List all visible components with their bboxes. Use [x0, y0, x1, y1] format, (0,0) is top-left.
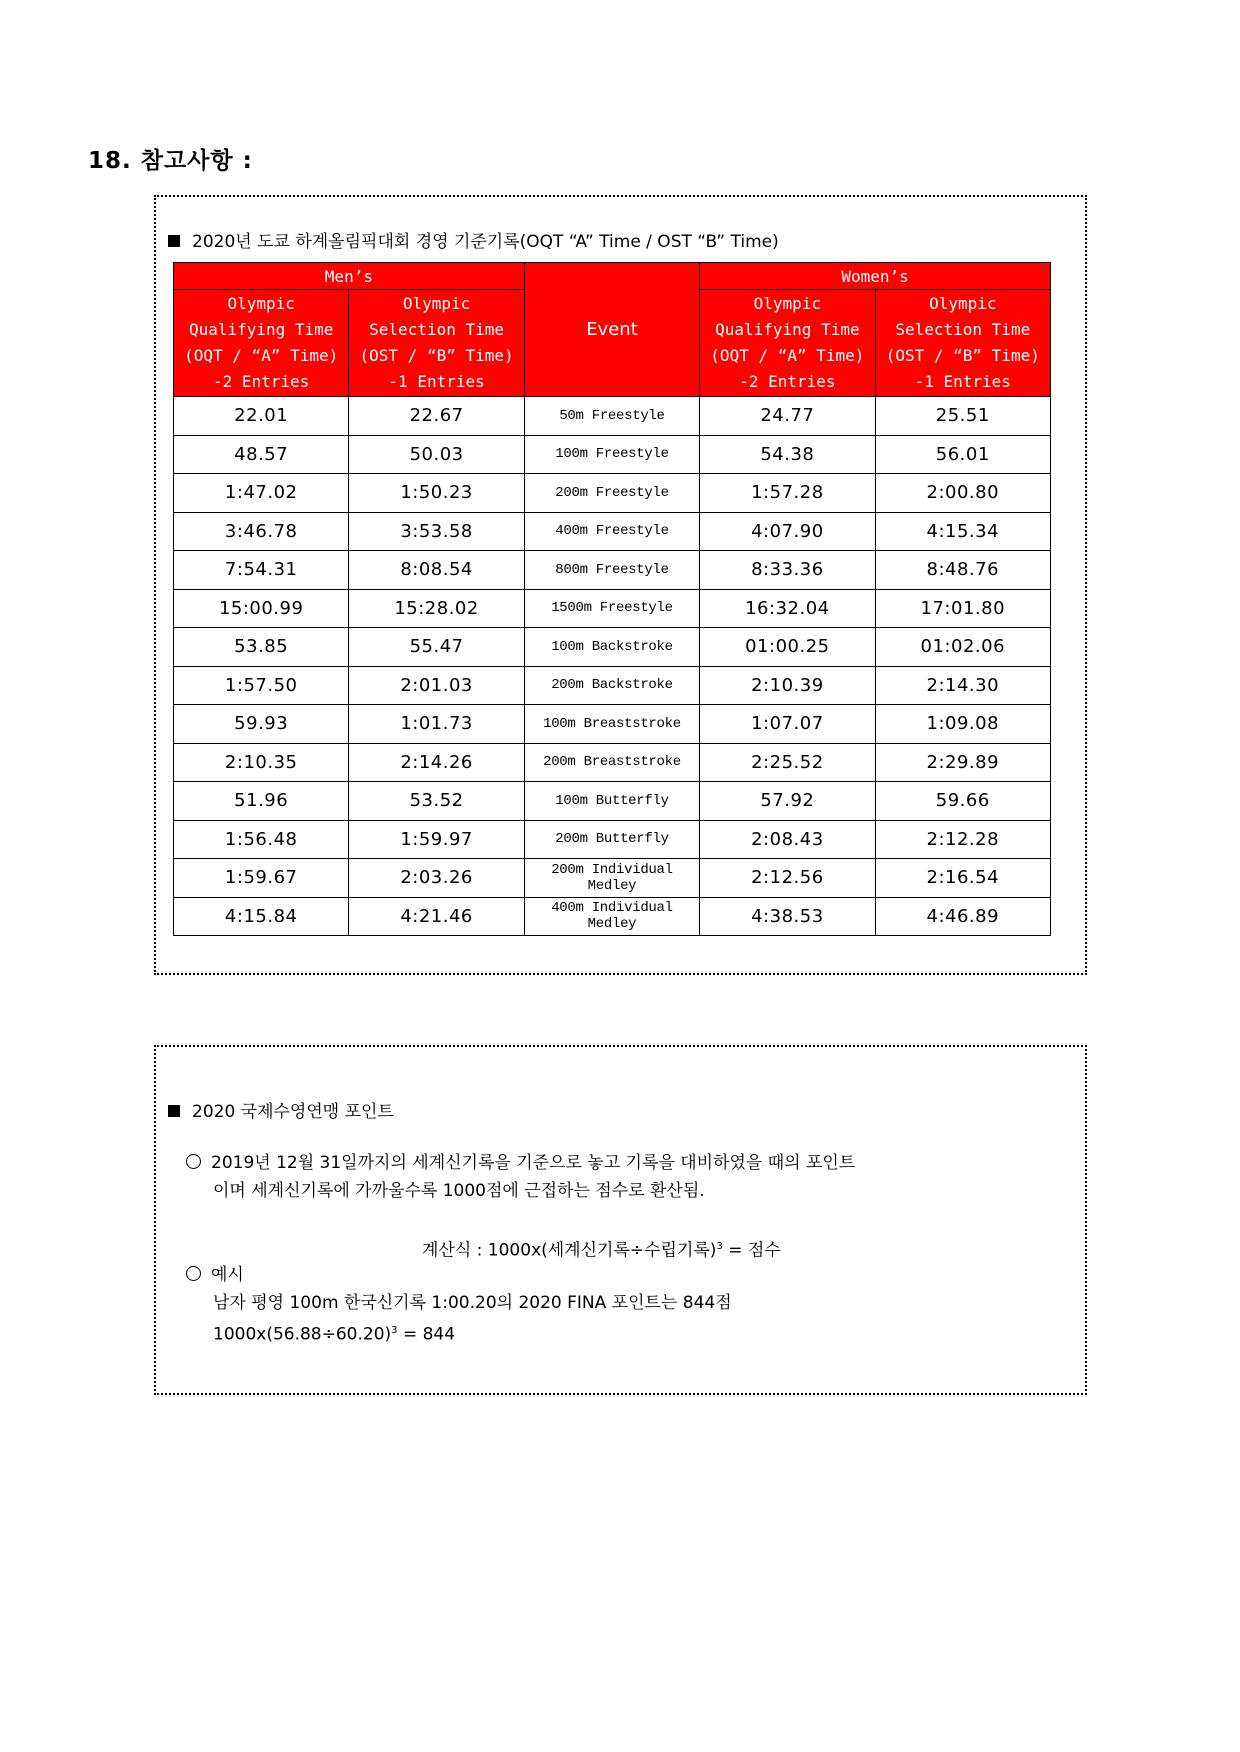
womens-oqt-cell: 57.92 [700, 782, 875, 821]
womens-ost-cell: 8:48.76 [875, 551, 1050, 590]
event-cell: 100m Butterfly [524, 782, 699, 821]
mens-ost-cell: 2:01.03 [349, 666, 524, 705]
womens-ost-header [875, 290, 1050, 397]
womens-oqt-cell: 2:10.39 [700, 666, 875, 705]
table-row [174, 435, 1051, 474]
mens-ost-cell: 1:59.97 [349, 820, 524, 859]
mens-oqt-cell: 48.57 [174, 435, 349, 474]
qualifying-times-table [173, 262, 1051, 936]
womens-oqt-cell: 1:57.28 [700, 474, 875, 513]
mens-oqt-cell: 1:56.48 [174, 820, 349, 859]
header-line: Qualifying Time [715, 320, 860, 339]
event-cell: 200m Breaststroke [524, 743, 699, 782]
table-row [174, 397, 1051, 436]
mens-oqt-cell: 51.96 [174, 782, 349, 821]
mens-ost-cell: 4:21.46 [349, 897, 524, 936]
womens-oqt-cell: 4:38.53 [700, 897, 875, 936]
qualifying-times-title: 2020년 도쿄 하계올림픽대회 경영 기준기록(OQT “A” Time / OST “B” Time) [168, 227, 779, 252]
header-line: Qualifying Time [188, 320, 334, 339]
mens-ost-cell: 3:53.58 [349, 512, 524, 551]
womens-oqt-cell: 8:33.36 [700, 551, 875, 590]
header-line: Olympic [929, 294, 997, 313]
mens-ost-cell: 53.52 [349, 782, 524, 821]
womens-ost-cell: 01:02.06 [875, 628, 1050, 667]
womens-oqt-cell: 24.77 [700, 397, 875, 436]
womens-header: Women’s [700, 263, 1051, 290]
womens-oqt-header [700, 290, 875, 397]
womens-ost-cell: 56.01 [875, 435, 1050, 474]
header-line: (OST / “B” Time) [359, 346, 514, 365]
mens-oqt-cell: 3:46.78 [174, 512, 349, 551]
event-cell: 100m Freestyle [524, 435, 699, 474]
mens-oqt-cell: 53.85 [174, 628, 349, 667]
womens-oqt-cell: 4:07.90 [700, 512, 875, 551]
event-cell: 400m Freestyle [524, 512, 699, 551]
womens-ost-cell: 17:01.80 [875, 589, 1050, 628]
header-line: Olympic [402, 294, 471, 313]
event-cell: 200m Freestyle [524, 474, 699, 513]
circle-bullet-icon [186, 1154, 201, 1169]
mens-oqt-header [174, 290, 349, 397]
mens-oqt-cell: 4:15.84 [174, 897, 349, 936]
fina-points-title: 2020 국제수영연맹 포인트 [168, 1097, 394, 1122]
qualifying-times-box [154, 195, 1087, 975]
header-line: -1 Entries [388, 372, 485, 391]
mens-ost-cell: 2:14.26 [349, 743, 524, 782]
mens-header: Men’s [174, 263, 525, 290]
event-cell: 800m Freestyle [524, 551, 699, 590]
womens-oqt-cell: 2:25.52 [700, 743, 875, 782]
mens-ost-cell: 22.67 [349, 397, 524, 436]
womens-ost-cell: 2:14.30 [875, 666, 1050, 705]
event-cell: 100m Breaststroke [524, 705, 699, 744]
womens-ost-cell: 2:29.89 [875, 743, 1050, 782]
event-cell: 200m Backstroke [524, 666, 699, 705]
mens-ost-header [349, 290, 524, 397]
header-line: Selection Time [369, 320, 505, 339]
table-row [174, 897, 1051, 936]
event-cell: 1500m Freestyle [524, 589, 699, 628]
mens-ost-cell: 15:28.02 [349, 589, 524, 628]
circle-bullet-icon [186, 1266, 201, 1281]
womens-ost-cell: 2:16.54 [875, 859, 1050, 898]
table-row [174, 474, 1051, 513]
table-row [174, 512, 1051, 551]
table-row [174, 551, 1051, 590]
womens-oqt-cell: 2:08.43 [700, 820, 875, 859]
section-heading: 18. 참고사항 : [88, 148, 253, 174]
header-line: (OQT / “A” Time) [184, 346, 339, 365]
mens-oqt-cell: 2:10.35 [174, 743, 349, 782]
mens-ost-cell: 1:01.73 [349, 705, 524, 744]
event-cell: 200m Individual Medley [524, 859, 699, 898]
mens-ost-cell: 8:08.54 [349, 551, 524, 590]
womens-oqt-cell: 2:12.56 [700, 859, 875, 898]
mens-oqt-cell: 1:59.67 [174, 859, 349, 898]
square-bullet-icon [168, 235, 180, 247]
qualifying-times-body [174, 397, 1051, 936]
event-cell: 200m Butterfly [524, 820, 699, 859]
mens-ost-cell: 50.03 [349, 435, 524, 474]
womens-ost-cell: 1:09.08 [875, 705, 1050, 744]
mens-ost-cell: 2:03.26 [349, 859, 524, 898]
mens-oqt-cell: 1:47.02 [174, 474, 349, 513]
womens-ost-cell: 59.66 [875, 782, 1050, 821]
formula: 계산식 : 1000x(세계신기록÷수립기록)$^3$ = 점수 [422, 1240, 781, 1261]
womens-oqt-cell: 1:07.07 [700, 705, 875, 744]
table-row [174, 666, 1051, 705]
square-bullet-icon [168, 1105, 180, 1117]
womens-ost-cell: 2:00.80 [875, 474, 1050, 513]
womens-ost-cell: 25.51 [875, 397, 1050, 436]
example: 예시 남자 평영 100m 한국신기록 1:00.20의 2020 FINA 포인트는 844점 $1000x(56.88\div 60.20)^3 = 844$ [186, 1261, 732, 1349]
header-line: -2 Entries [739, 372, 836, 391]
womens-oqt-cell: 01:00.25 [700, 628, 875, 667]
header-line: (OQT / “A” Time) [710, 346, 865, 365]
table-row [174, 589, 1051, 628]
mens-oqt-cell: 15:00.99 [174, 589, 349, 628]
womens-ost-cell: 2:12.28 [875, 820, 1050, 859]
table-row [174, 782, 1051, 821]
header-line: -2 Entries [213, 372, 310, 391]
header-line: -1 Entries [914, 372, 1011, 391]
mens-oqt-cell: 1:57.50 [174, 666, 349, 705]
event-cell: 400m Individual Medley [524, 897, 699, 936]
table-row [174, 628, 1051, 667]
header-line: Olympic [227, 294, 295, 313]
table-row [174, 705, 1051, 744]
womens-ost-cell: 4:46.89 [875, 897, 1050, 936]
event-header: Event [524, 263, 699, 397]
womens-oqt-cell: 16:32.04 [700, 589, 875, 628]
header-line: Selection Time [895, 320, 1031, 339]
event-cell: 100m Backstroke [524, 628, 699, 667]
womens-ost-cell: 4:15.34 [875, 512, 1050, 551]
mens-oqt-cell: 59.93 [174, 705, 349, 744]
mens-oqt-cell: 7:54.31 [174, 551, 349, 590]
fina-points-box [154, 1045, 1087, 1395]
fina-points-description: 2019년 12월 31일까지의 세계신기록을 기준으로 놓고 기록을 대비하였을 때의 포인트 이며 세계신기록에 가까울수록 1000점에 근접하는 점수로 환산됨. [186, 1149, 855, 1205]
table-row [174, 820, 1051, 859]
mens-ost-cell: 55.47 [349, 628, 524, 667]
table-row [174, 859, 1051, 898]
womens-oqt-cell: 54.38 [700, 435, 875, 474]
mens-oqt-cell: 22.01 [174, 397, 349, 436]
mens-ost-cell: 1:50.23 [349, 474, 524, 513]
event-cell: 50m Freestyle [524, 397, 699, 436]
header-line: Olympic [753, 294, 822, 313]
header-line: (OST / “B” Time) [885, 346, 1040, 365]
table-row [174, 743, 1051, 782]
